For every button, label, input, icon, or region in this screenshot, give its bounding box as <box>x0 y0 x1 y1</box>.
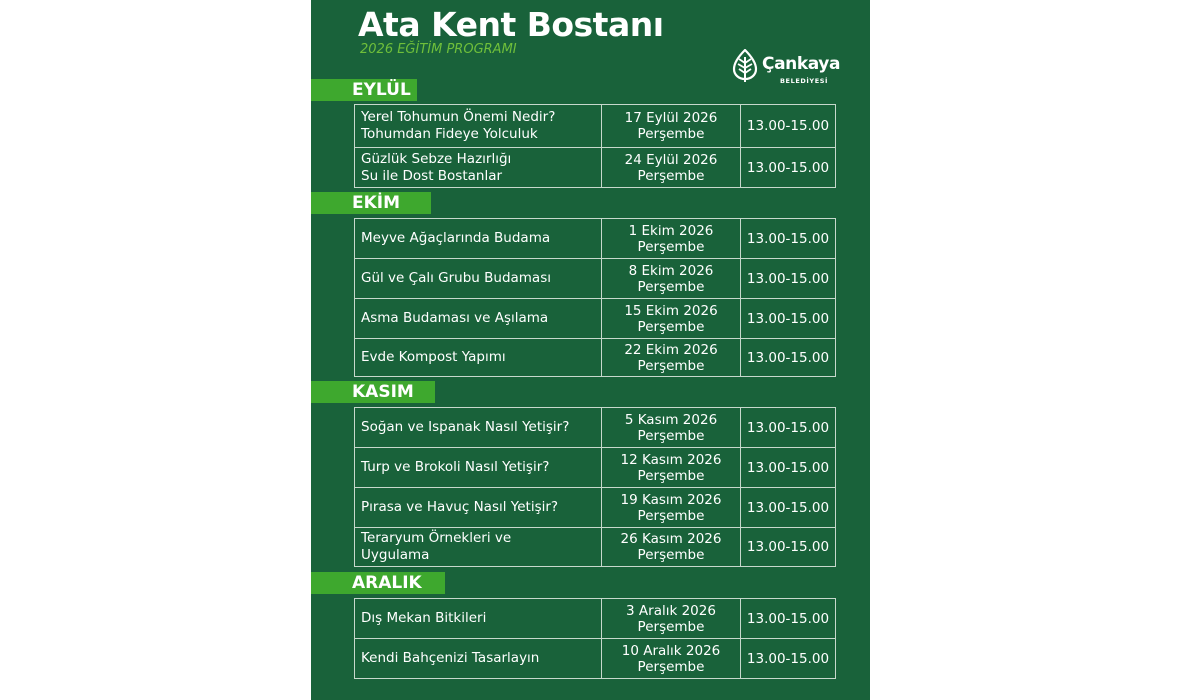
table-row <box>355 299 836 339</box>
topic-cell <box>355 528 602 567</box>
time-cell: 13.00-15.00 <box>741 299 836 339</box>
topic-cell: Evde Kompost Yapımı <box>355 339 602 377</box>
table-row <box>355 408 836 448</box>
schedule-table-kasim <box>354 407 836 567</box>
table-row <box>355 105 836 148</box>
time-cell: 13.00-15.00 <box>741 639 836 679</box>
date-text: 19 Kasım 2026 <box>620 491 722 508</box>
date-cell <box>602 259 741 299</box>
schedule-table-eylul <box>354 104 836 188</box>
table-row <box>355 148 836 188</box>
date-cell <box>602 599 741 639</box>
topic-cell: Asma Budaması ve Aşılama <box>355 299 602 339</box>
date-text: 17 Eylül 2026 <box>624 110 718 126</box>
topic-cell: Turp ve Brokoli Nasıl Yetişir? <box>355 448 602 488</box>
table-row <box>355 639 836 679</box>
page-title: Ata Kent Bostanı <box>358 5 664 44</box>
time-cell: 13.00-15.00 <box>741 148 836 188</box>
logo-subtitle: BELEDİYESİ <box>780 77 829 85</box>
topic-cell: Gül ve Çalı Grubu Budaması <box>355 259 602 299</box>
topic-cell: Pırasa ve Havuç Nasıl Yetişir? <box>355 488 602 528</box>
day-text: Perşembe <box>637 126 705 142</box>
date-text: 15 Ekim 2026 <box>624 302 718 319</box>
day-text: Perşembe <box>637 357 705 374</box>
topic-line: Yerel Tohumun Önemi Nedir? <box>361 109 556 125</box>
table-row <box>355 219 836 259</box>
time-cell: 13.00-15.00 <box>741 339 836 377</box>
day-text: Perşembe <box>637 547 705 563</box>
date-cell <box>602 488 741 528</box>
date-text: 26 Kasım 2026 <box>620 531 722 547</box>
day-text: Perşembe <box>637 167 705 184</box>
table-row <box>355 488 836 528</box>
logo-name: Çankaya <box>762 54 841 74</box>
date-cell <box>602 408 741 448</box>
day-text: Perşembe <box>637 238 705 255</box>
time-cell: 13.00-15.00 <box>741 599 836 639</box>
topic-cell: Soğan ve Ispanak Nasıl Yetişir? <box>355 408 602 448</box>
date-cell <box>602 339 741 377</box>
time-cell: 13.00-15.00 <box>741 408 836 448</box>
date-text: 1 Ekim 2026 <box>628 222 714 239</box>
table-row <box>355 339 836 377</box>
date-cell <box>602 105 741 148</box>
day-text: Perşembe <box>637 618 705 635</box>
date-text: 10 Aralık 2026 <box>621 642 721 659</box>
date-cell <box>602 219 741 259</box>
poster <box>311 0 870 700</box>
time-cell: 13.00-15.00 <box>741 488 836 528</box>
date-text: 22 Ekim 2026 <box>624 341 718 358</box>
date-cell <box>602 639 741 679</box>
table-row <box>355 259 836 299</box>
topic-line: Tohumdan Fideye Yolculuk <box>361 126 538 142</box>
cankaya-logo <box>732 47 842 89</box>
time-cell: 13.00-15.00 <box>741 219 836 259</box>
page-subtitle: 2026 EĞİTİM PROGRAMI <box>360 42 517 57</box>
date-text: 24 Eylül 2026 <box>624 151 718 168</box>
day-text: Perşembe <box>637 507 705 524</box>
month-label-kasim: KASIM <box>311 381 435 403</box>
date-cell <box>602 299 741 339</box>
day-text: Perşembe <box>637 467 705 484</box>
table-row <box>355 528 836 567</box>
time-cell: 13.00-15.00 <box>741 105 836 148</box>
date-cell <box>602 448 741 488</box>
schedule-table-aralik <box>354 598 836 679</box>
date-text: 5 Kasım 2026 <box>624 411 718 428</box>
topic-line: Teraryum Örnekleri ve <box>361 530 512 546</box>
table-row <box>355 448 836 488</box>
topic-line: Güzlük Sebze Hazırlığı <box>361 150 512 167</box>
date-cell <box>602 528 741 567</box>
date-cell <box>602 148 741 188</box>
topic-cell: Kendi Bahçenizi Tasarlayın <box>355 639 602 679</box>
leaf-icon <box>732 49 758 83</box>
topic-cell: Meyve Ağaçlarında Budama <box>355 219 602 259</box>
day-text: Perşembe <box>637 427 705 444</box>
time-cell: 13.00-15.00 <box>741 259 836 299</box>
date-text: 8 Ekim 2026 <box>628 262 714 279</box>
date-text: 12 Kasım 2026 <box>620 451 722 468</box>
day-text: Perşembe <box>637 318 705 335</box>
topic-cell <box>355 148 602 188</box>
schedule-table-ekim <box>354 218 836 377</box>
table-row <box>355 599 836 639</box>
topic-line: Uygulama <box>361 547 430 563</box>
day-text: Perşembe <box>637 658 705 675</box>
day-text: Perşembe <box>637 278 705 295</box>
date-text: 3 Aralık 2026 <box>626 602 716 619</box>
topic-cell: Dış Mekan Bitkileri <box>355 599 602 639</box>
month-label-aralik: ARALIK <box>311 572 445 594</box>
month-label-ekim: EKİM <box>311 192 431 214</box>
topic-cell <box>355 105 602 148</box>
topic-line: Su ile Dost Bostanlar <box>361 167 503 184</box>
time-cell: 13.00-15.00 <box>741 448 836 488</box>
month-label-eylul: EYLÜL <box>311 79 417 101</box>
time-cell: 13.00-15.00 <box>741 528 836 567</box>
